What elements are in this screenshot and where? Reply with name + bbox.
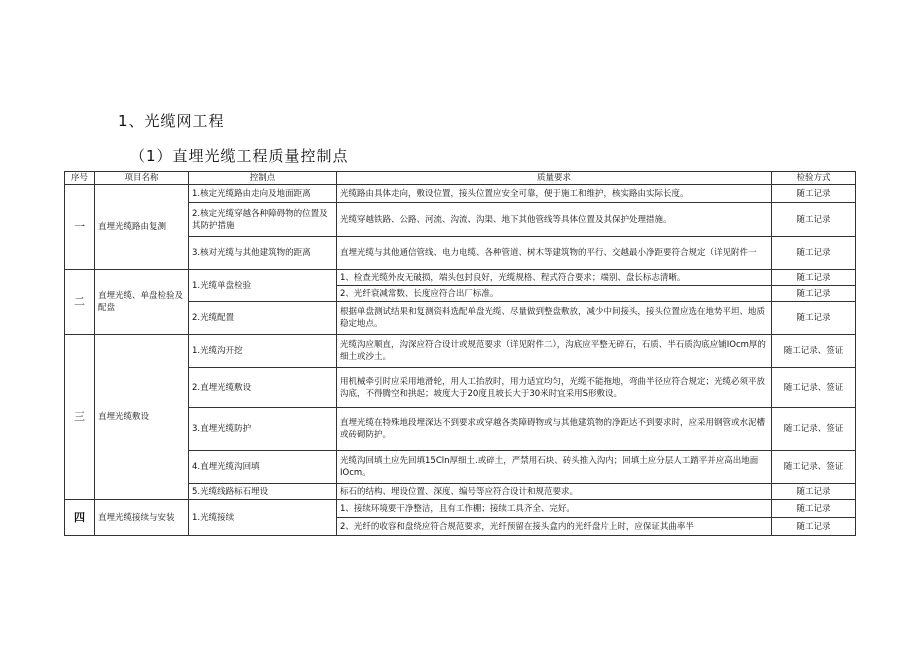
quality-requirement: 1、接续环境要干净整洁，且有工作棚；接续工具齐全、完好。 (337, 500, 772, 518)
header-quality-requirement: 质量要求 (337, 172, 772, 185)
quality-requirement: 光缆沟应顺直，沟深应符合设计或规范要求（详见附件二），沟底应平整无碎石，石质、半石质沟底应铺IOcm厚的细土或沙土。 (337, 335, 772, 368)
control-point: 1.光缆沟开挖 (189, 335, 337, 368)
control-point: 4.直埋光缆沟回填 (189, 451, 337, 484)
inspection-method: 随工记录、签证 (772, 451, 856, 484)
inspection-method: 随工记录 (772, 484, 856, 500)
control-point: 1.光缆接续 (189, 500, 337, 536)
inspection-method: 随工记录 (772, 185, 856, 203)
header-item-name: 项目名称 (95, 172, 189, 185)
quality-requirement: 根据单盘测试结果和复测资料选配单盘光缆、尽量做到整盘敷放，减少中间接头，接头位置应选在地势平坦、地质稳定地点。 (337, 302, 772, 335)
inspection-method: 随工记录 (772, 518, 856, 536)
inspection-method: 随工记录、签证 (772, 335, 856, 368)
table-row (65, 500, 856, 518)
header-seq: 序号 (65, 172, 95, 185)
quality-requirement: 光缆穿越铁路、公路、河流、沟流、沟渠、地下其他管线等具体位置及其保护处理措施。 (337, 203, 772, 237)
control-point: 2.光缆配置 (189, 302, 337, 335)
control-point: 2.核定光缆穿越各种障碍物的位置及其防护措施 (189, 203, 337, 237)
group-name: 直埋光缆敷设 (95, 335, 189, 500)
inspection-method: 随工记录 (772, 270, 856, 286)
table-row (65, 185, 856, 203)
group-name: 直埋光缆路由复测 (95, 185, 189, 270)
inspection-method: 随工记录 (772, 286, 856, 302)
table-row (65, 335, 856, 368)
section-title: 1、光缆网工程 (118, 112, 225, 130)
quality-requirement: 直埋光缆在特殊地段埋深达不到要求或穿越各类障碍物或与其他建筑物的净距达不到要求时，应采用钢管或水泥槽或砖砌防护。 (337, 408, 772, 451)
table-row (65, 270, 856, 286)
quality-requirement: 直埋光缆与其他通信管线、电力电缆、各种管道、树木等建筑物的平行、交越最小净距要符合规定（详见附件一 (337, 237, 772, 270)
quality-requirement: 光缆路由具体走向，敷设位置，接头位置应安全可靠，便于施工和维护，核实路由实际长度。 (337, 185, 772, 203)
control-point: 5.光缆线路标石埋设 (189, 484, 337, 500)
control-point: 1.光缆单盘检验 (189, 270, 337, 302)
inspection-method: 随工记录 (772, 302, 856, 335)
group-name: 直埋光缆接续与安装 (95, 500, 189, 536)
quality-requirement: 1、检查光缆外皮无破损，端头包封良好，光缆规格、程式符合要求；端别、盘长标志清晰。 (337, 270, 772, 286)
quality-requirement: 2、光纤衰减常数、长度应符合出厂标准。 (337, 286, 772, 302)
quality-requirement: 光缆沟回填土应先回填15Cln厚细土.或碎土，严禁用石块、砖头推入沟内；回填土应分层人工踏平并应高出地面IOcm。 (337, 451, 772, 484)
control-point: 1.核定光缆路由走向及地面距离 (189, 185, 337, 203)
inspection-method: 随工记录、签证 (772, 368, 856, 408)
group-seq: 二 (65, 270, 95, 335)
quality-control-table (64, 171, 856, 536)
group-seq: 四 (65, 500, 95, 536)
control-point: 2.直埋光缆敷设 (189, 368, 337, 408)
quality-requirement: 标石的结构、埋设位置、深度、编号等应符合设计和规范要求。 (337, 484, 772, 500)
group-name: 直埋光缆、单盘检验及配盘 (95, 270, 189, 335)
header-control-point: 控制点 (189, 172, 337, 185)
quality-requirement: 2、光纤的收容和盘绕应符合规范要求，光纤预留在接头盒内的光纤盘片上时，应保证其曲率半 (337, 518, 772, 536)
group-seq: 一 (65, 185, 95, 270)
group-seq: 三 (65, 335, 95, 500)
table-header-row (65, 172, 856, 185)
control-point: 3.直埋光缆防护 (189, 408, 337, 451)
header-inspection-method: 检验方式 (772, 172, 856, 185)
inspection-method: 随工记录 (772, 500, 856, 518)
quality-requirement: 用机械牵引时应采用地滑轮，用人工抬放时，用力适宜均匀，光缆不能拖地，弯曲半径应符合规定；光缆必须平放沟底，不得腾空和拱起；坡度大于20度且坡长大于30米时宜采用S形敷设。 (337, 368, 772, 408)
control-point: 3.核对光缆与其他建筑物的距离 (189, 237, 337, 270)
inspection-method: 随工记录 (772, 203, 856, 237)
inspection-method: 随工记录 (772, 237, 856, 270)
inspection-method: 随工记录、签证 (772, 408, 856, 451)
subsection-title: （1）直埋光缆工程质量控制点 (130, 147, 349, 165)
